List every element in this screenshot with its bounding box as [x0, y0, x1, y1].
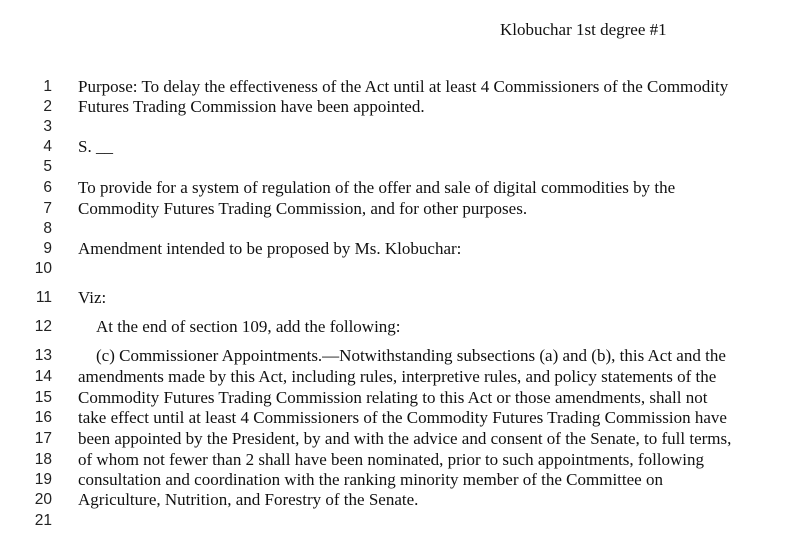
line-number: 20 — [34, 491, 52, 508]
document-line — [0, 76, 800, 97]
document-line — [0, 136, 800, 157]
line-number: 17 — [34, 430, 52, 447]
document-line — [0, 258, 800, 279]
line-text: take effect until at least 4 Commissioners of the Commodity Futures Trading Commission have — [78, 408, 727, 427]
line-text: Agriculture, Nutrition, and Forestry of the Senate. — [78, 490, 419, 509]
document-line — [0, 428, 800, 449]
document-line — [0, 198, 800, 219]
line-number: 14 — [34, 368, 52, 385]
line-number: 18 — [34, 451, 52, 468]
line-text: (c) Commissioner Appointments.—Notwithstanding subsections (a) and (b), this Act and the — [96, 346, 726, 365]
document-line — [0, 366, 800, 387]
line-number: 2 — [43, 98, 52, 115]
document-line — [0, 345, 800, 366]
document-line — [0, 316, 800, 337]
line-text: To provide for a system of regulation of the offer and sale of digital commodities by the — [78, 178, 676, 197]
line-number: 5 — [43, 158, 52, 175]
document-line — [0, 96, 800, 117]
line-number: 10 — [34, 260, 52, 277]
line-text: been appointed by the President, by and with the advice and consent of the Senate, to full terms, — [78, 429, 732, 448]
line-text: Viz: — [78, 288, 107, 307]
line-text: of whom not fewer than 2 shall have been nominated, prior to such appointments, following — [78, 450, 705, 469]
line-text: Commodity Futures Trading Commission, and for other purposes. — [78, 199, 528, 218]
line-number: 9 — [43, 240, 52, 257]
document-line — [0, 469, 800, 490]
line-number: 16 — [34, 409, 52, 426]
line-number: 6 — [43, 179, 52, 196]
line-number: 8 — [43, 220, 52, 237]
line-number: 21 — [34, 512, 52, 529]
line-text: Commodity Futures Trading Commission relating to this Act or those amendments, shall not — [78, 388, 708, 407]
line-text: consultation and coordination with the ranking minority member of the Committee on — [78, 470, 663, 489]
line-number: 12 — [34, 318, 52, 335]
document-line — [0, 489, 800, 510]
document-header: Klobuchar 1st degree #1 — [500, 20, 667, 39]
document-line — [0, 287, 800, 308]
document-line — [0, 156, 800, 177]
line-number: 3 — [43, 118, 52, 135]
line-text: At the end of section 109, add the following: — [96, 317, 401, 336]
document-line — [0, 116, 800, 137]
document-line — [0, 238, 800, 259]
document-line — [0, 387, 800, 408]
document-line — [0, 449, 800, 470]
line-text: S. __ — [78, 137, 113, 156]
line-number: 15 — [34, 389, 52, 406]
line-text: Purpose: To delay the effectiveness of the Act until at least 4 Commissioners of the Commodity — [78, 77, 729, 96]
line-number: 1 — [43, 78, 52, 95]
document-line — [0, 177, 800, 198]
line-number: 4 — [43, 138, 52, 155]
document-line — [0, 510, 800, 531]
line-text: Amendment intended to be proposed by Ms. Klobuchar: — [78, 239, 462, 258]
line-text: Futures Trading Commission have been appointed. — [78, 97, 425, 116]
line-number: 11 — [35, 289, 52, 306]
line-number: 7 — [43, 200, 52, 217]
document-line — [0, 218, 800, 239]
line-number: 19 — [34, 471, 52, 488]
document-line — [0, 407, 800, 428]
line-text: amendments made by this Act, including rules, interpretive rules, and policy statements of the — [78, 367, 717, 386]
line-number: 13 — [34, 347, 52, 364]
